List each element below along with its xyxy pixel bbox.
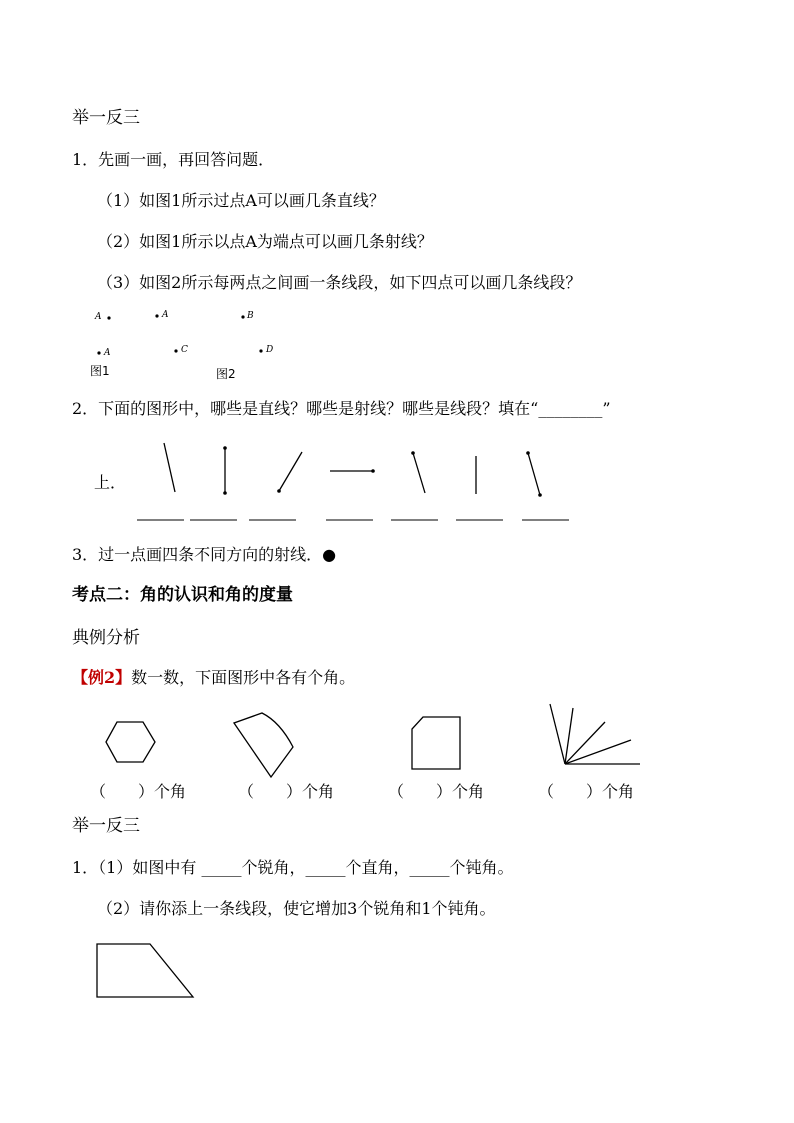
answer-blank: （ ）个角 <box>238 782 335 801</box>
topic-title: 考点二：角的认识和角的度量 <box>72 585 293 605</box>
fig2-point-label: B <box>247 311 254 321</box>
fig2-point-label: A <box>162 310 169 320</box>
figure-2-label: 图2 <box>216 367 236 381</box>
example-text: 数一数，下面图形中各有个角。 <box>131 668 356 687</box>
hexagon <box>106 722 155 762</box>
question-1: 1．先画一画，再回答问题． <box>72 150 275 169</box>
line-figures <box>164 443 540 495</box>
question-2: 2．下面的图形中，哪些是直线？哪些是射线？哪些是线段？填在“________” <box>72 399 611 418</box>
answer-blank: （ ）个角 <box>90 782 187 801</box>
example-tag: 【例2】 <box>72 668 132 687</box>
segment-endpoints <box>223 446 542 497</box>
practice-question-1: 1．（1）如图中有 _____个锐角，_____个直角，_____个钝角。 <box>72 858 514 877</box>
practice-question-1-sub-2: （2）请你添上一条线段，使它增加3个锐角和1个钝角。 <box>97 899 496 918</box>
fig2-point-label: D <box>266 345 274 355</box>
fig1-point-label: A <box>95 312 102 322</box>
fig1-point-label: A <box>104 348 111 358</box>
question-3: 3．过一点画四条不同方向的射线．● <box>72 545 337 564</box>
sector-shape <box>234 713 293 777</box>
question-1-sub-2: （2）如图1所示以点A为端点可以画几条射线？ <box>97 232 433 251</box>
figure-1-label: 图1 <box>90 364 110 378</box>
fig2-point-label: C <box>181 345 188 355</box>
question-2-tail: 上． <box>94 473 127 492</box>
angle-figures <box>106 704 640 777</box>
question-1-sub-1: （1）如图1所示过点A可以画几条直线？ <box>97 191 385 210</box>
question-1-sub-3: （3）如图2所示每两点之间画一条线段，如下四点可以画几条线段？ <box>97 273 582 292</box>
trapezoid <box>97 944 193 997</box>
section-heading-practice: 举一反三 <box>72 108 140 128</box>
answer-blank: （ ）个角 <box>538 782 635 801</box>
fan-rays <box>550 704 640 764</box>
point-dots <box>97 311 262 354</box>
cut-square <box>412 717 460 769</box>
section-heading-example: 典例分析 <box>72 628 140 648</box>
answer-blank: （ ）个角 <box>388 782 485 801</box>
section-heading-practice-2: 举一反三 <box>72 816 140 836</box>
